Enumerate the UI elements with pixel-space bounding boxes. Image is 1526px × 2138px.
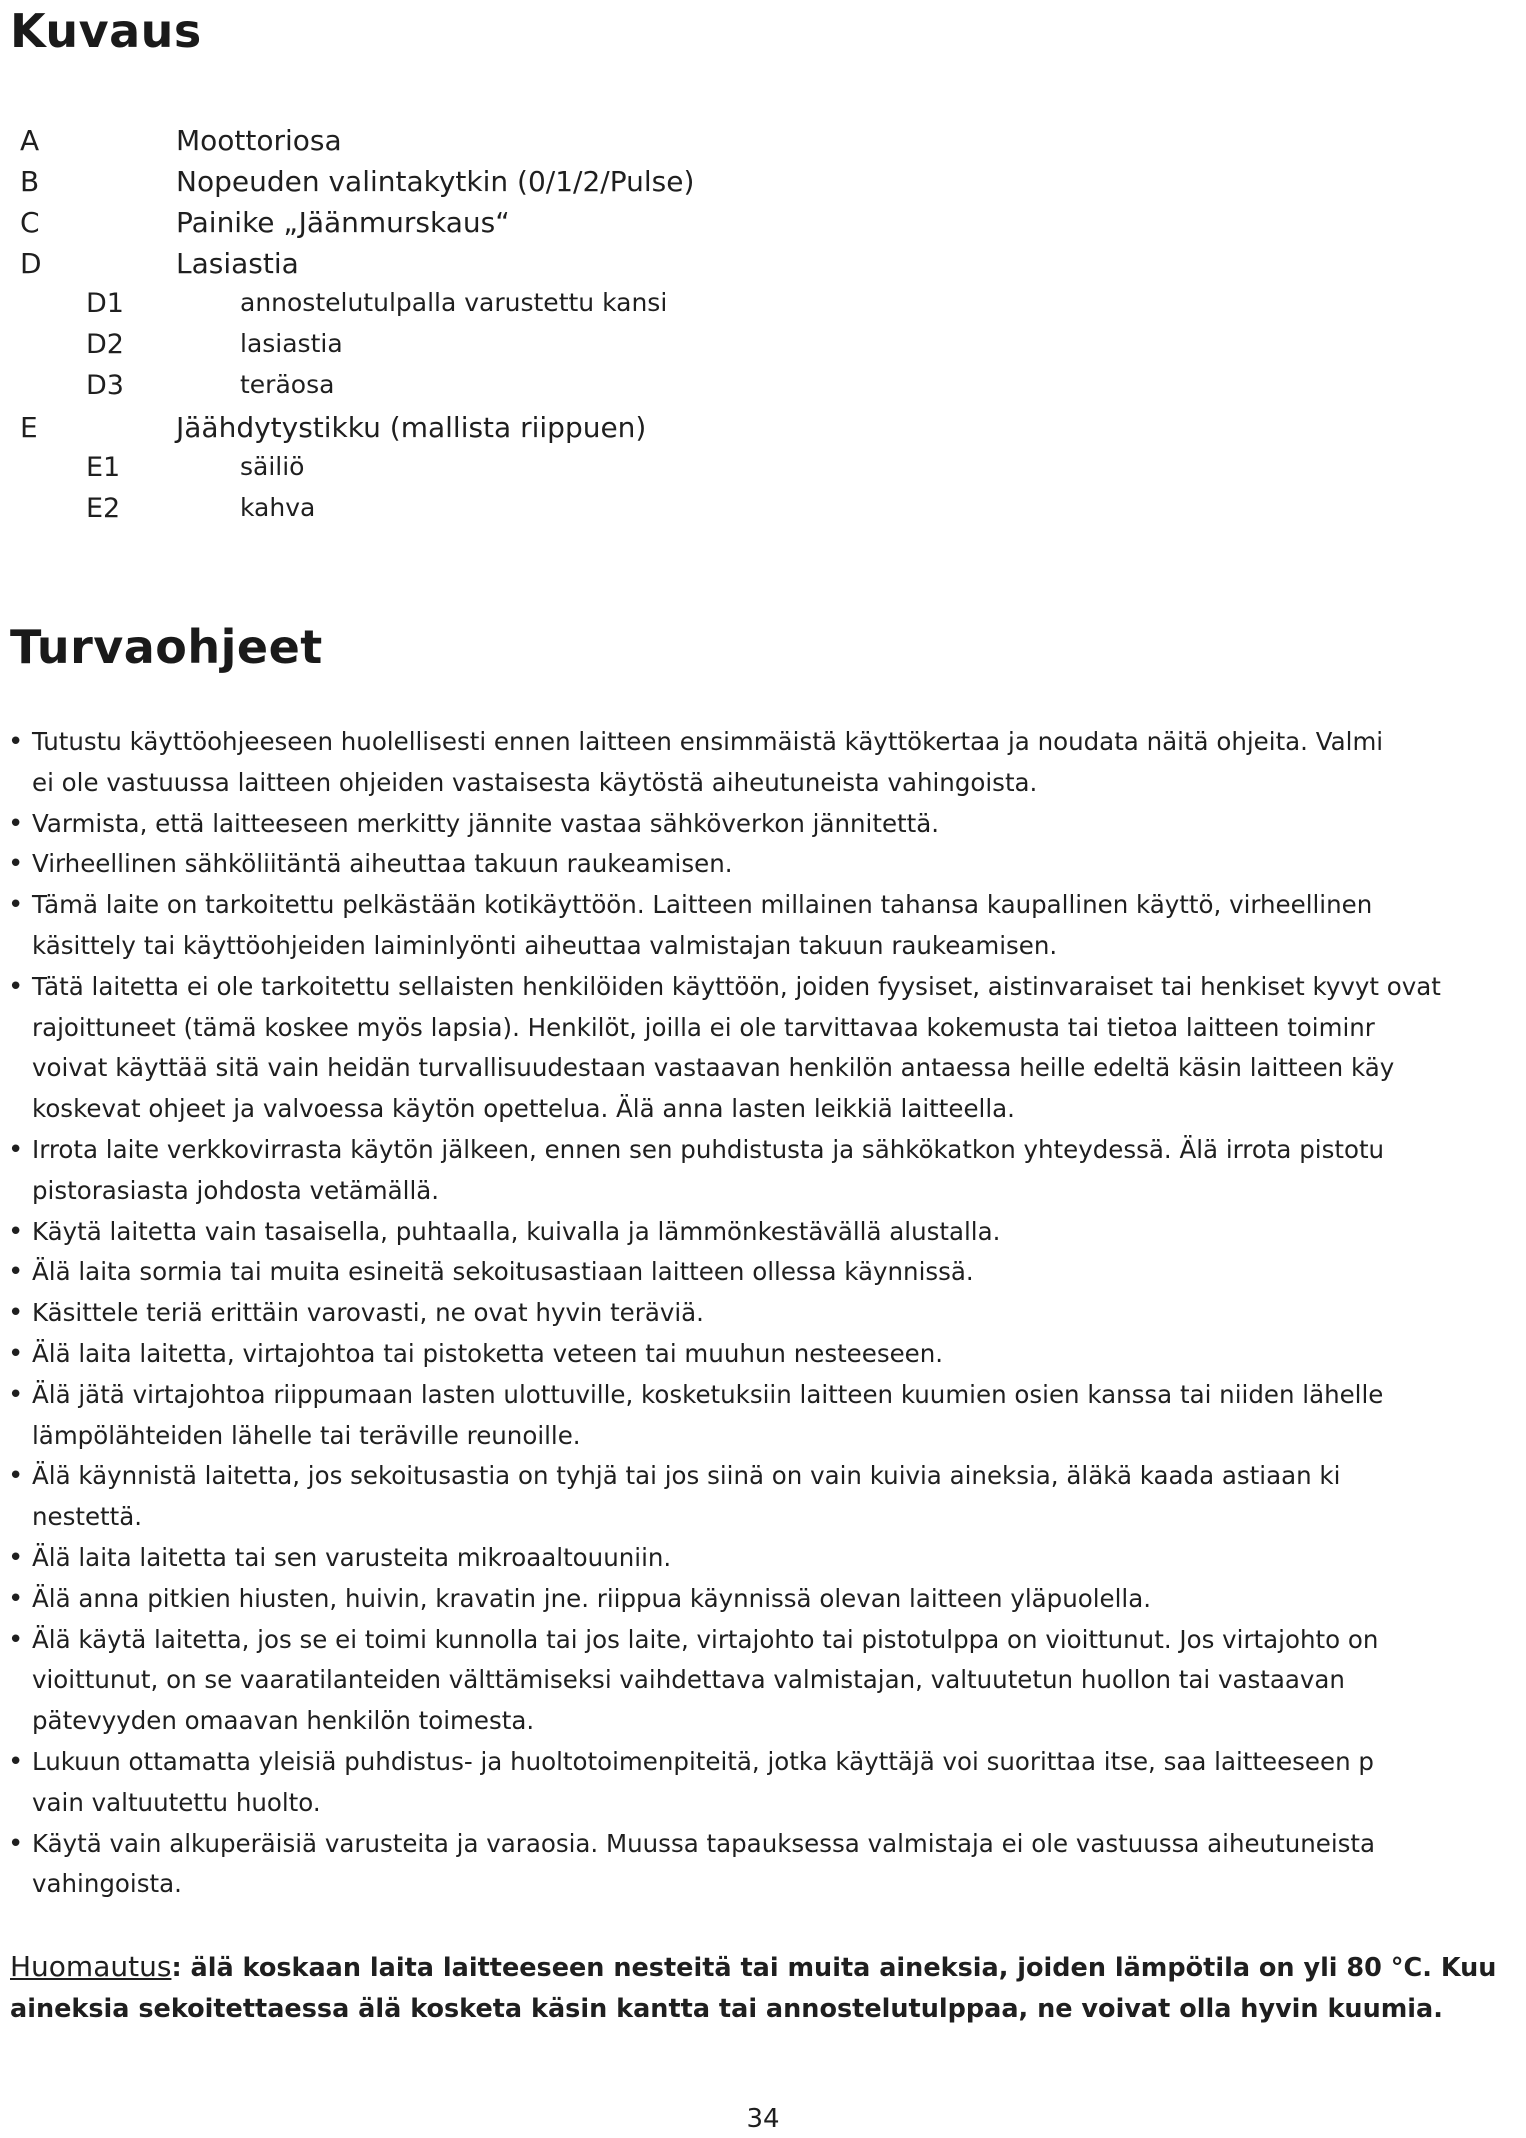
bullet-icon: •: [8, 1583, 24, 1614]
list-item: [0, 885, 1526, 967]
part-row: [0, 487, 1526, 528]
part-code: D: [20, 247, 42, 280]
list-item-line: Älä anna pitkien hiusten, huivin, kravatin jne. riippua käynnissä olevan laitteen yläpuolella.: [32, 1583, 1152, 1613]
list-item-line: Älä laita sormia tai muita esineitä sekoitusastiaan laitteen ollessa käynnissä.: [32, 1257, 974, 1287]
list-item-line: Älä laita laitetta, virtajohtoa tai pistoketta veteen tai muuhun nesteeseen.: [32, 1338, 944, 1368]
part-label: kahva: [240, 493, 316, 522]
list-item-line: Käsittele teriä erittäin varovasti, ne ovat hyvin teräviä.: [32, 1298, 704, 1328]
part-row: [0, 323, 1526, 364]
list-item: [0, 1538, 1526, 1579]
list-item-line: nestettä.: [32, 1502, 143, 1532]
section-title-kuvaus: Kuvaus: [10, 4, 202, 58]
part-code: C: [20, 206, 40, 239]
note-text-1: : älä koskaan laita laitteeseen nesteitä tai muita aineksia, joiden lämpötila on yli 80 °C. Kuu: [171, 1953, 1497, 1983]
bullet-icon: •: [8, 1257, 24, 1288]
page-number: 34: [746, 2104, 780, 2134]
list-item: [0, 722, 1526, 804]
note-label: Huomautus: [10, 1950, 172, 1983]
list-item: [0, 1252, 1526, 1293]
part-label: teräosa: [240, 370, 335, 399]
list-item-line: vain valtuutettu huolto.: [32, 1787, 321, 1817]
list-item-line: vahingoista.: [32, 1869, 182, 1899]
list-item: [0, 1212, 1526, 1253]
list-item: [0, 844, 1526, 885]
list-item-line: Älä käynnistä laitetta, jos sekoitusastia on tyhjä tai jos siinä on vain kuivia aineksia, äläkä kaada astiaan ki: [32, 1461, 1341, 1491]
list-item-line: Tutustu käyttöohjeeseen huolellisesti ennen laitteen ensimmäistä käyttökertaa ja noudata näitä ohjeita. Valmi: [32, 727, 1384, 756]
bullet-icon: •: [8, 808, 24, 839]
bullet-icon: •: [8, 849, 24, 880]
part-code: D2: [86, 329, 124, 360]
warning-note: [10, 1946, 1526, 2030]
parts-list: [0, 118, 1526, 528]
part-code: D3: [86, 370, 124, 401]
part-row: [0, 446, 1526, 487]
list-item-line: pistorasiasta johdosta vetämällä.: [32, 1175, 440, 1205]
note-text-2: aineksia sekoitettaessa älä kosketa käsin kantta tai annostelutulppaa, ne voivat olla hyvin kuumia.: [10, 1994, 1443, 2024]
list-item-line: Virheellinen sähköliitäntä aiheuttaa takuun raukeamisen.: [32, 849, 733, 879]
bullet-icon: •: [8, 1379, 24, 1410]
list-item-line: Lukuun ottamatta yleisiä puhdistus- ja huoltotoimenpiteitä, jotka käyttäjä voi suorittaa itse, saa laitteeseen p: [32, 1746, 1374, 1776]
list-item-line: Käytä vain alkuperäisiä varusteita ja varaosia. Muussa tapauksessa valmistaja ei ole vastuussa aiheutuneista: [32, 1828, 1376, 1858]
list-item: [0, 1130, 1526, 1212]
list-item-line: Käytä laitetta vain tasaisella, puhtaalla, kuivalla ja lämmönkestävällä alustalla.: [32, 1216, 1001, 1246]
list-item-line: koskevat ohjeet ja valvoessa käytön opettelua. Älä anna lasten leikkiä laitteella.: [32, 1094, 1015, 1124]
list-item-line: Älä laita laitetta tai sen varusteita mikroaaltouuniin.: [32, 1542, 672, 1572]
part-row: [0, 405, 1526, 446]
part-code: E2: [86, 493, 121, 524]
list-item-line: Tätä laitetta ei ole tarkoitettu sellaisten henkilöiden käyttöön, joiden fyysiset, aistinvaraiset tai henkiset kyvyt ovat: [32, 971, 1441, 1001]
list-item: [0, 1742, 1526, 1824]
list-item-line: Irrota laite verkkovirrasta käytön jälkeen, ennen sen puhdistusta ja sähkökatkon yhteydessä. Älä irrota pistotu: [32, 1134, 1385, 1164]
bullet-icon: •: [8, 1828, 24, 1859]
part-label: säiliö: [240, 452, 305, 481]
bullet-icon: •: [8, 971, 24, 1002]
list-item: [0, 1579, 1526, 1620]
bullet-icon: •: [8, 1624, 24, 1655]
list-item: [0, 1375, 1526, 1457]
part-label: lasiastia: [240, 329, 343, 358]
bullet-icon: •: [8, 1134, 24, 1165]
list-item: [0, 967, 1526, 1130]
list-item: [0, 1334, 1526, 1375]
bullet-icon: •: [8, 1746, 24, 1777]
list-item: [0, 1620, 1526, 1742]
list-item: [0, 1293, 1526, 1334]
part-row: [0, 241, 1526, 282]
list-item-line: rajoittuneet (tämä koskee myös lapsia). Henkilöt, joilla ei ole tarvittavaa kokemusta tai tietoa laitteen toiminr: [32, 1012, 1375, 1042]
list-item-line: voivat käyttää sitä vain heidän turvallisuudestaan vastaavan henkilön antaessa heille edeltä käsin laitteen käy: [32, 1053, 1395, 1083]
part-label: Jäähdytystikku (mallista riippuen): [176, 411, 647, 444]
part-code: A: [20, 124, 40, 157]
safety-instructions-list: [0, 722, 1526, 1905]
part-code: D1: [86, 288, 124, 319]
list-item-line: vioittunut, on se vaaratilanteiden välttämiseksi vaihdettava valmistajan, valtuutetun huollon tai vastaavan: [32, 1665, 1345, 1695]
list-item: [0, 1456, 1526, 1538]
bullet-icon: •: [8, 1338, 24, 1369]
part-label: annostelutulpalla varustettu kansi: [240, 288, 668, 317]
part-label: Nopeuden valintakytkin (0/1/2/Pulse): [176, 165, 695, 198]
part-label: Lasiastia: [176, 247, 299, 280]
list-item-line: käsittely tai käyttöohjeiden laiminlyönti aiheuttaa valmistajan takuun raukeamisen.: [32, 930, 1058, 960]
list-item: [0, 1824, 1526, 1906]
bullet-icon: •: [8, 727, 24, 757]
list-item-line: Älä käytä laitetta, jos se ei toimi kunnolla tai jos laite, virtajohto tai pistotulppa on vioittunut. Jos virtajohto on: [32, 1624, 1379, 1654]
bullet-icon: •: [8, 1542, 24, 1573]
part-label: Painike „Jäänmurskaus“: [176, 206, 510, 239]
list-item-line: Älä jätä virtajohtoa riippumaan lasten ulottuville, kosketuksiin laitteen kuumien osien kanssa tai niiden lähelle: [32, 1379, 1384, 1409]
note-line-1: [10, 1946, 1526, 1989]
part-row: [0, 118, 1526, 159]
part-row: [0, 200, 1526, 241]
section-title-turvaohjeet: Turvaohjeet: [10, 620, 323, 674]
list-item-line: Tämä laite on tarkoitettu pelkästään kotikäyttöön. Laitteen millainen tahansa kaupallinen käyttö, virheellinen: [32, 890, 1373, 920]
list-item-line: Varmista, että laitteeseen merkitty jännite vastaa sähköverkon jännitettä.: [32, 808, 940, 838]
part-code: B: [20, 165, 40, 198]
part-code: E1: [86, 452, 121, 483]
part-row: [0, 364, 1526, 405]
part-row: [0, 159, 1526, 200]
list-item-line: ei ole vastuussa laitteen ohjeiden vastaisesta käytöstä aiheutuneista vahingoista.: [32, 767, 1038, 797]
list-item-line: pätevyyden omaavan henkilön toimesta.: [32, 1706, 535, 1736]
part-label: Moottoriosa: [176, 124, 342, 157]
bullet-icon: •: [8, 1461, 24, 1492]
bullet-icon: •: [8, 1216, 24, 1247]
bullet-icon: •: [8, 890, 24, 921]
part-row: [0, 282, 1526, 323]
list-item: [0, 804, 1526, 845]
part-code: E: [20, 411, 38, 444]
list-item-line: lämpölähteiden lähelle tai teräville reunoille.: [32, 1420, 581, 1450]
bullet-icon: •: [8, 1298, 24, 1329]
